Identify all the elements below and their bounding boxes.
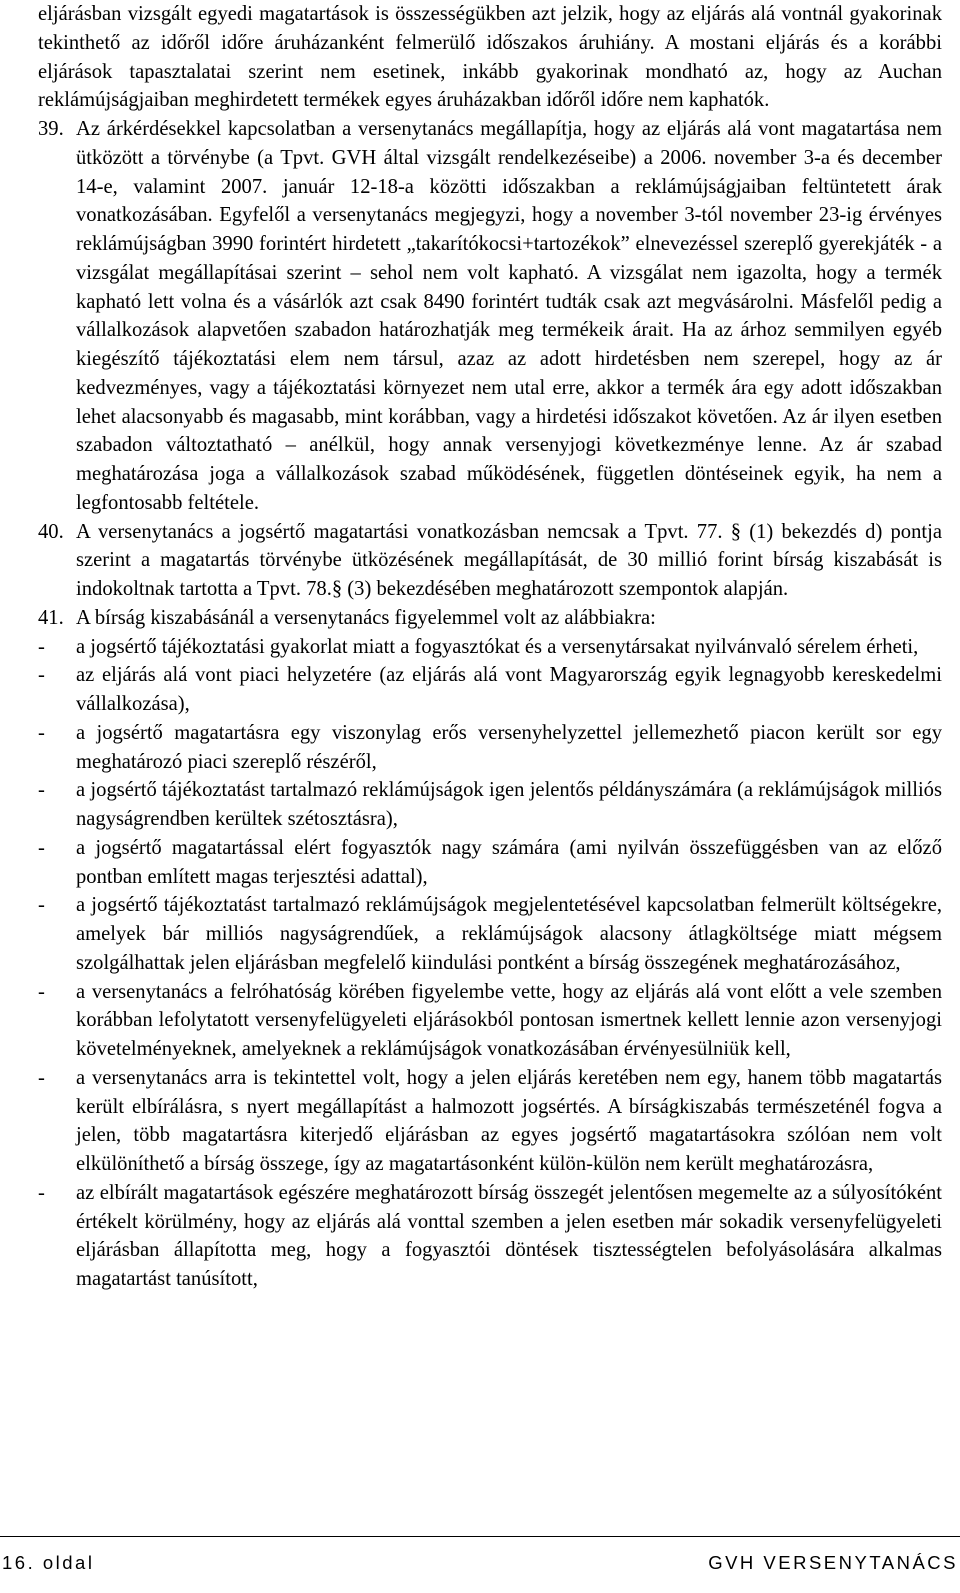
bullet-item	[38, 891, 942, 977]
bullet-item	[38, 978, 942, 1064]
body-text	[38, 0, 942, 1294]
section-40	[38, 518, 942, 604]
bullet-dash: -	[38, 894, 45, 917]
bullet-dash: -	[38, 721, 45, 744]
section-number: 39.	[38, 118, 64, 140]
section-number: 41.	[38, 606, 64, 629]
section-39	[38, 115, 942, 518]
bullet-dash: -	[38, 1181, 45, 1204]
bullet-item	[38, 776, 942, 834]
bullet-dash: -	[38, 779, 45, 802]
bullet-text: az elbírált magatartások egészére meghatározott bírság összegét jelentősen megemelte az a súlyosítóként értékelt körülmény, hogy az eljárás alá vonttal szemben a jelen esetben már sokadik versenyfelügyeleti eljárásban állapította meg, hogy a fogyasztói döntések tisztességtelen befolyásolására alkalmas magatartást tanúsított,	[76, 1181, 942, 1290]
section-text: A versenytanács a jogsértő magatartási vonatkozásban nemcsak a Tpvt. 77. § (1) bekezdés d) pontja szerint a magatartás törvénybe ütközésének megállapítását, de 30 millió forint bírság kiszabását is indokoltnak tartotta a Tpvt. 78.§ (3) bekezdésében meghatározott szempontok alapján.	[76, 520, 942, 600]
bullet-dash: -	[38, 664, 45, 687]
bullet-dash: -	[38, 1066, 45, 1089]
bullet-item	[38, 1064, 942, 1179]
bullet-dash: -	[38, 980, 45, 1003]
bullet-text: a versenytanács arra is tekintettel volt, hogy a jelen eljárás keretében nem egy, hanem több magatartás került elbírálásra, s nyert megállapítást a halmozott jogsértés. A bírságkiszabás természeténél fogva a jelen, több magatartásra kiterjedő eljárásban az egyes jogsértő magatartásokra szólóan nem volt elkülöníthető a bírság összege, így az magatartásonként külön-külön nem került meghatározásra,	[76, 1066, 942, 1175]
section-text: Az árkérdésekkel kapcsolatban a versenytanács megállapítja, hogy az eljárás alá vont magatartása nem ütközött a törvénybe (a Tpvt. GVH által vizsgált rendelkezéseibe) a 2006. november 3-a és december 14-e, valamint 2007. január 12-18-a közötti időszakban a reklámújságjaiban feltüntetett árak vonatkozásában. Egyfelől a versenytanács megjegyzi, hogy a november 3-tól november 23-ig érvényes reklámújságban 3990 forintért hirdetett „takarítókocsi+tartozékok” elnevezéssel szereplő gyerekjáték - a vizsgálat megállapításai szerint – sehol nem volt kapható. A vizsgálat nem igazolta, hogy a termék kapható lett volna és a vásárlók azt csak 8490 forintért tudták csak azt megvásárolni. Másfelől pedig a vállalkozások alapvetően szabadon határozhatják meg termékeik árait. Ha az árhoz semmilyen egyéb kiegészítő tájékoztatási elem nem társul, azaz az adott hirdetésben nem szerepel, hogy az ár kedvezményes, vagy a tájékoztatási környezet nem utal erre, akkor a termék ára egy adott időszakban lehet alacsonyabb és magasabb, mint korábban, vagy a hirdetési időszakot követően. Az ár ilyen esetben szabadon változtatható – anélkül, hogy annak versenyjogi következménye lenne. Az ár szabad meghatározása joga a vállalkozások szabad működésének, független döntéseinek egyik, ha nem a legfontosabb feltétele.	[76, 118, 942, 514]
section-number: 40.	[38, 520, 64, 543]
bullet-item	[38, 661, 942, 719]
bullet-dash: -	[38, 836, 45, 859]
bullet-item	[38, 1179, 942, 1294]
bullet-text: a jogsértő tájékoztatási gyakorlat miatt a fogyasztókat és a versenytársakat nyilvánvaló sérelem érheti,	[76, 635, 919, 658]
bullet-dash: -	[38, 635, 45, 658]
section-41	[38, 604, 942, 633]
page-number: 16. oldal	[2, 1552, 95, 1573]
footer-organization: GVH VERSENYTANÁCS	[708, 1552, 958, 1573]
bullet-text: a jogsértő magatartásra egy viszonylag erős versenyhelyzettel jellemezhető piacon került sor egy meghatározó piaci szereplő részéről,	[76, 721, 942, 773]
bullet-text: a jogsértő magatartással elért fogyasztók nagy számára (ami nyilván összefüggésben van az előző pontban említett magas terjesztési adattal),	[76, 836, 942, 888]
bullet-item	[38, 633, 942, 662]
footer-divider	[0, 1536, 960, 1537]
bullet-text: a jogsértő tájékoztatást tartalmazó reklámújságok megjelentetésével kapcsolatban felmerült költségekre, amelyek bár milliós nagyságrendűek, a reklámújságok alacsony átlagköltsége miatt mégsem szolgálhattak jelen eljárásban megfelelő kiindulási pontként a bírság összegének meghatározásához,	[76, 894, 942, 974]
bullet-text: a versenytanács a felróhatóság körében figyelembe vette, hogy az eljárás alá vont előtt a vele szemben korábban lefolytatott versenyfelügyeleti eljárásokból pontosan ismertnek kellett lennie azon versenyjogi követelményeknek, amelyeknek a reklámújságok vonatkozásában érvényesülniük kell,	[76, 980, 942, 1060]
bullet-text: a jogsértő tájékoztatást tartalmazó reklámújságok igen jelentős példányszámára (a reklámújságok milliós nagyságrendben kerültek szétosztásra),	[76, 779, 942, 830]
intro-paragraph: eljárásban vizsgált egyedi magatartások is összességükben azt jelzik, hogy az eljárás alá vontnál gyakorinak tekinthető az időről időre áruházanként felmerülő időszakos áruhiány. A mostani eljárás és a korábbi eljárások tapasztalatai szerint nem esetinek, inkább gyakorinak mondható az, hogy az Auchan reklámújságjaiban meghirdetett termékek egyes áruházakban időről időre nem kaphatók.	[38, 3, 942, 112]
bullet-text: az eljárás alá vont piaci helyzetére (az eljárás alá vont Magyarország egyik legnagyobb kereskedelmi vállalkozása),	[76, 664, 942, 715]
bullet-item	[38, 719, 942, 777]
bullet-item	[38, 834, 942, 892]
section-text: A bírság kiszabásánál a versenytanács figyelemmel volt az alábbiakra:	[76, 606, 656, 629]
